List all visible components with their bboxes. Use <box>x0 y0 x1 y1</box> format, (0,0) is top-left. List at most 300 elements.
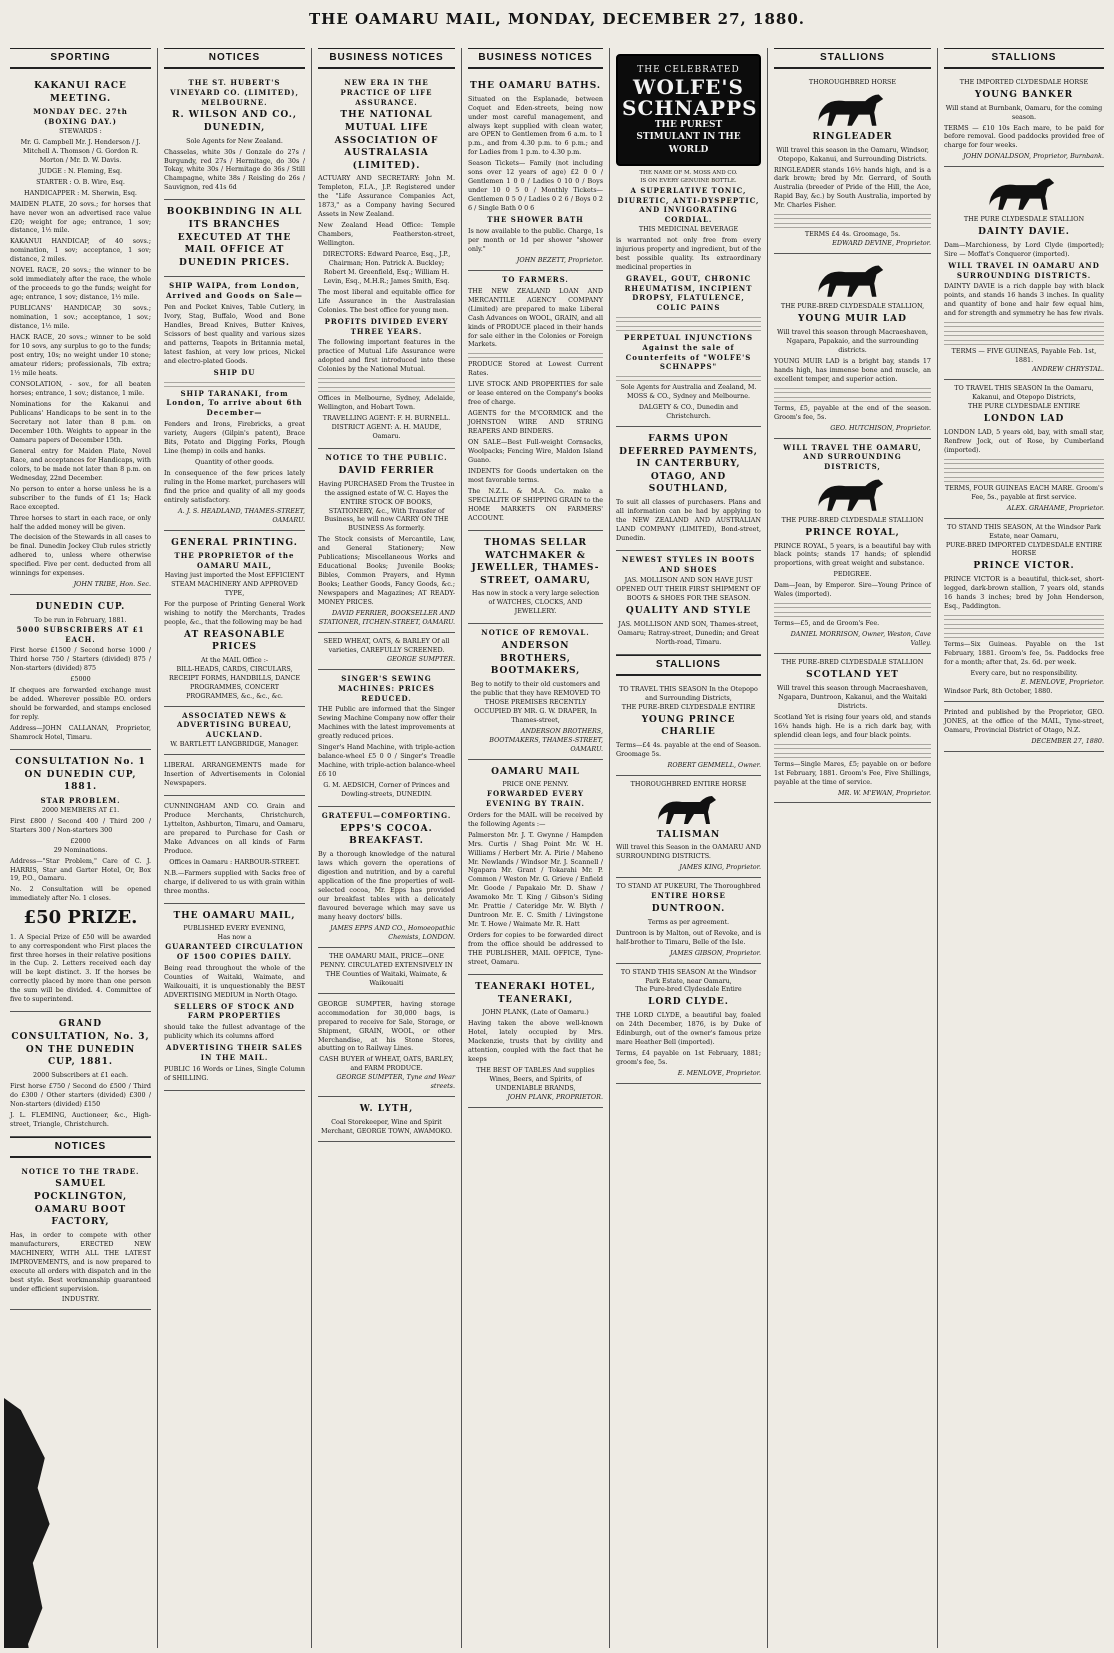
race-rule-2: General entry for Maiden Plate, Novel Race, and acceptances for Handicaps, with colors, to be made not later than 8 p.m. on Wednesday, 22nd December. <box>10 446 151 482</box>
kakanui-race-ad <box>10 74 151 595</box>
fifty-rules: 1. A Special Prize of £50 will be awarded to any correspondent who First places the first three horses in their relative positions in the Cup. 2. Letters received each day will be kept distinct. 3. If the horses be correctly placed by more than one person the sum will be divided. 4. Committee of five to superintend. <box>10 932 151 1004</box>
davie-travel: WILL TRAVEL IN OAMARU AND SURROUNDING DISTRICTS. <box>948 260 1100 280</box>
on-sale: ON SALE—Best Full-weight Cornsacks, Woolpacks; Fencing Wire, Maldon Island Guano. <box>468 438 603 465</box>
columns <box>4 48 1110 1648</box>
wine-list: Chasselas, white 30s / Gonzale do 27s / Burgundy, red 27s / Hermitage, do 30s / Tokay, white 30s / Hermitage do 36s / Still Champagne, white 38s / Reisling do 26s / Sauvignon, red 41s 6d <box>164 147 305 192</box>
industry: INDUSTRY. <box>61 1295 100 1304</box>
wolfe-banner <box>616 54 761 166</box>
ship-du: SHIP DU <box>213 367 256 377</box>
faded-text <box>944 622 1104 629</box>
talisman-signature: JAMES KING, Proprietor. <box>679 863 761 872</box>
fleming-prizes: First horse £750 / Second do £500 / Third do £300 / Other starters (divided) £300 / Non-starters (divided) £150 <box>10 1081 151 1108</box>
cup-total: £5000 <box>70 675 91 684</box>
sumpter-ad <box>318 994 455 1098</box>
cup-members: 5000 SUBSCRIBERS AT £1 EACH. <box>16 624 145 644</box>
race-signature: JOHN TRIBE, Hon. Sec. <box>73 580 151 589</box>
victor-signature: E. MENLOVE, Proprietor. <box>1020 677 1104 686</box>
race-maiden: MAIDEN PLATE, 20 sovs.; for horses that have never won an advertised race value £20; weight for age; entrance, 1 sov; distance, 1½ mile. <box>10 199 151 235</box>
public-rates: PUBLIC 16 Words or Lines, Single Column of SHILLING. <box>164 1064 305 1082</box>
imported-machinery: Having just imported the Most EFFICIENT STEAM MACHINERY AND APPROVED TYPE, <box>164 570 305 597</box>
sellar-ad <box>468 531 603 624</box>
faded-text <box>944 338 1104 345</box>
aedsich: G. M. AEDSICH, Corner of Princes and Dowling-streets, DUNEDIN. <box>323 781 450 799</box>
imprint <box>944 702 1104 752</box>
styles-title: NEWEST STYLES IN BOOTS AND SHOES <box>621 554 756 574</box>
liberal-ad <box>164 755 305 796</box>
lad-body: LONDON LAD, 5 years old, bay, with small star, Renfrew Jock, out of Rose, by Cumberland (imported). <box>944 427 1104 454</box>
race-date: MONDAY DEC. 27th (BOXING DAY.) <box>33 107 128 126</box>
ferrier-title: DAVID FERRIER <box>338 466 435 476</box>
stewards-label: STEWARDS : <box>59 126 102 135</box>
duntroon-signature: JAMES GIBSON, Proprietor. <box>670 948 761 957</box>
orders-note: Orders for copies to be forwarded direct from the office should be addressed to THE PUBLISHER, MAIL OFFICE, Tyne-street, Oamaru. <box>468 931 603 967</box>
column-sporting <box>4 48 158 1648</box>
seed-ad <box>318 633 455 670</box>
farms-ad <box>616 427 761 551</box>
cup-prizes: First horse £1500 / Second horse 1000 / Third horse 750 / Starters (divided) 875 / Non-starters (divided) 875 <box>10 646 151 673</box>
taranaki-body: Fenders and Irons, Firebricks, a great variety, Augers (Gilpin's patent), Brace Bits, Potato and Digging Forks, Plough Line (hemp) in coils and hanks. <box>164 419 305 455</box>
column-notices <box>158 48 312 1648</box>
sellar-body: Has now in stock a very large selection of WATCHES, CLOCKS, AND JEWELLERY. <box>471 589 600 616</box>
race-handicap: KAKANUI HANDICAP, of 40 sovs.; nomination, 1 sov; acceptance, 1 sov; distance, 2 miles. <box>10 237 151 264</box>
boots-ad <box>616 551 761 655</box>
judge: JUDGE : N. Fleming, Esq. <box>38 166 122 175</box>
fifty-note: No. 2 Consultation will be opened immediately after No. 1 closes. <box>10 885 151 903</box>
scotland-yet-ad <box>774 654 931 803</box>
mail-every: PUBLISHED EVERY EVENING, <box>183 924 286 933</box>
low-prices: In consequence of the few prices lately ruling in the Home market, purchasers will find the price and quality of all my goods entirely satisfactory. <box>164 468 305 504</box>
cunningham-ad <box>164 796 305 904</box>
faded-text <box>944 475 1104 482</box>
assurance-offices: Offices in Melbourne, Sydney, Adelaide, Wellington, and Hobart Town. <box>318 394 455 412</box>
faded-text <box>774 395 931 402</box>
epps-title: EPPS'S COCOA. BREAKFAST. <box>340 823 433 847</box>
muir-name: YOUNG MUIR LAD <box>798 314 907 325</box>
muir-terms: Terms, £5, payable at the end of the season. Groom's fee, 5s. <box>774 403 931 421</box>
masthead: THE OAMARU MAIL, MONDAY, DECEMBER 27, 1880. <box>309 10 805 28</box>
ringleader-name: RINGLEADER <box>812 131 893 142</box>
muir-desc: YOUNG MUIR LAD is a bright bay, stands 17 hands high, has immense bone and muscle, an excellent temper, and superior action. <box>774 356 931 383</box>
lyth-body: Coal Storekeeper, Wine and Spirit Merchant, GEORGE TOWN, AWAMOKO. <box>320 1117 453 1135</box>
teaneraki-ad <box>468 975 603 1108</box>
taranaki-title: SHIP TARANAKI, from London, To arrive about 6th December— <box>166 388 303 418</box>
davie-terms: TERMS — FIVE GUINEAS, Payable Feb. 1st, 1881. <box>951 347 1097 365</box>
duntroon-terms: Terms as per agreement. <box>647 917 730 926</box>
oamaru-mail-price: PRICE ONE PENNY. <box>502 780 569 789</box>
clyde-stand: TO STAND THIS SEASON At the Windsor Park Estate, near Oamaru, <box>620 967 757 985</box>
race-publicans: PUBLICANS' HANDICAP, 30 sovs.; nomination, 1 sov.; acceptance, 1 sov.; distance, 1½ mile. <box>10 304 151 331</box>
race-hack: HACK RACE, 20 sovs.; winner to be sold for 10 sovs, any surplus to go to the funds; post entry, 10s; no weight under 10 stone; amateur riders; professionals, 7lb extra; 1½ mile heats. <box>10 333 151 377</box>
davie-name: DAINTY DAVIE. <box>978 227 1070 238</box>
royal-pedigree-label: PEDIGREE. <box>833 570 872 579</box>
column-header-stallions-1: STALLIONS <box>774 48 931 69</box>
epps-ad <box>318 807 455 948</box>
quantity: Quantity of other goods. <box>195 457 274 466</box>
clyde-sub: The Pure-bred Clydesdale Entire <box>635 985 742 994</box>
young-banker-ad <box>944 74 1104 167</box>
national-title: THE NATIONAL MUTUAL LIFE ASSOCIATION OF AUSTRALASIA (LIMITED). <box>334 110 439 171</box>
grateful: GRATEFUL—COMFORTING. <box>321 811 452 821</box>
anderson-signature: ANDERSON BROTHERS, BOOTMAKERS, THAMES-STREET, OAMARU. <box>489 726 603 753</box>
davie-head: THE PURE CLYDESDALE STALLION <box>963 215 1085 224</box>
star-prizes: First £800 / Second 400 / Third 200 / Starters 300 / Non-starters 300 <box>10 816 151 834</box>
fleming-title: GRAND CONSULTATION, No. 3, ON THE DUNEDIN CUP, 1881. <box>11 1019 150 1068</box>
lord-clyde-ad <box>616 964 761 1084</box>
cunningham-nb: N.B.—Farmers supplied with Sacks free of charge, if delivered to us with grain within three months. <box>164 868 305 895</box>
column-header-notices-lower: NOTICES <box>10 1137 151 1158</box>
royal-pedigree: Dam—Jean, by Emperor. Sire—Young Prince of Wales (imported). <box>774 581 931 599</box>
epps-body: By a thorough knowledge of the natural laws which govern the operations of digestion and nutrition, and by a careful application of the fine properties of well-selected cocoa, Mr. Epps has provided our breakfast tables with a delicately flavoured beverage which may save us many heavy doctors' bills. <box>318 850 455 921</box>
lad-name: LONDON LAD <box>983 414 1065 425</box>
at-office: At the MAIL Office :- <box>200 655 269 664</box>
sumpter-signature-1: GEORGE SUMPTER. <box>386 655 455 664</box>
fleming-members: 2000 Subscribers at £1 each. <box>33 1070 128 1079</box>
singer-title: SINGER'S SEWING MACHINES: PRICES REDUCED. <box>338 674 435 703</box>
talisman-ad <box>616 776 761 878</box>
indents: INDENTS for Goods undertaken on the most favorable terms. <box>468 467 603 485</box>
ferrier-body: Having PURCHASED From the Trustee in the assigned estate of W. C. Hayes the ENTIRE STOCK OF BOOKS, STATIONERY, &c., With Transfer of Business, he will now CARRY ON THE BUSINESS As formerly. <box>318 479 455 533</box>
epps-signature: JAMES EPPS AND CO., Homoeopathic Chemists, LONDON. <box>330 923 455 941</box>
pukeuri: TO STAND AT PUKEURI, The Thoroughbred <box>616 882 761 891</box>
faded-text <box>944 329 1104 336</box>
bureau-title: ASSOCIATED NEWS & ADVERTISING BUREAU, AUCKLAND. <box>177 710 292 740</box>
column-business-1 <box>312 48 462 1648</box>
baths-body: Situated on the Esplanade, between Coquet and Eden-streets, being now under most careful management, and always kept supplied with clean water, are OPEN to Gentlemen from 6 a.m. to 1 p.m., and from 4.30 p.m. to 6 p.m.; and for Ladies from 1 p.m. to 4.30 p.m. <box>468 94 603 157</box>
faded-text <box>774 751 931 758</box>
moss-agents: Sole Agents for Australia and Zealand, M. MOSS & CO., Sydney and Melbourne. <box>620 383 757 401</box>
race-rule-4: Three horses to start in each race, or only half the added money will be given. <box>10 513 151 531</box>
royal-terms: Terms—£5, and de Groom's Fee. <box>774 619 880 628</box>
star-title: STAR PROBLEM. <box>40 795 121 805</box>
scotland-desc: Scotland Yet is rising four years old, and stands 16¼ hands high. He is a rich dark bay, with splendid clean legs, and four black points. <box>774 712 931 739</box>
farms-title: FARMS UPON DEFERRED PAYMENTS, IN CANTERBURY, OTAGO, AND SOUTHLAND, <box>619 434 758 495</box>
mail-price-text: THE OAMARU MAIL, PRICE—ONE PENNY. CIRCULATED EXTENSIVELY IN THE Counties of Waitaki, Waimate, & Waikouaiti <box>320 951 453 987</box>
ringleader-body: Will travel this season in the Oamaru, Windsor, Otepopo, Kakanui, and Surrounding Districts. <box>776 145 929 163</box>
charlie-ad <box>616 681 761 776</box>
anderson-body: Beg to notify to their old customers and the public that they have REMOVED TO THOSE PREMISES RECENTLY OCCUPIED BY MR. G. W. DRAPER, In Thames-street, <box>470 679 601 724</box>
star-noms: 29 Nominations. <box>53 845 108 854</box>
mail-read: Being read throughout the whole of the Counties of Waitaki, Waimate, and Waikouaiti, it is unquestionably the BEST ADVERTISING MEDIUM in North Otago. <box>164 963 305 999</box>
faded-text <box>468 351 603 358</box>
bookbinding-title: BOOKBINDING IN ALL ITS BRANCHES EXECUTED AT THE MAIL OFFICE AT DUNEDIN PRICES. <box>166 207 303 268</box>
horse-icon <box>654 792 724 826</box>
new-era: NEW ERA IN THE PRACTICE OF LIFE ASSURANCE. <box>340 78 433 107</box>
faded-text <box>774 212 931 219</box>
live-stock: LIVE STOCK AND PROPERTIES for sale or lease entered on the Company's books free of charge. <box>468 380 603 407</box>
pocklington-body: Has, in order to compete with other manufacturers, ERECTED NEW MACHINERY, WITH ALL THE LATEST IMPROVEMENTS, and is now prepared to execute all orders with dispatch and in the best style. Best workmanship guaranteed under efficient supervision. <box>10 1230 151 1293</box>
cup-run: To be run in February, 1881. <box>34 615 127 624</box>
bill-heads: BILL-HEADS, CARDS, CIRCULARS, RECEIPT FORMS, HANDBILLS, DANCE PROGRAMMES, CONCERT PROGRAMMES, &c., &c., &c. <box>168 664 301 700</box>
column-header-stallions-middle: STALLIONS <box>616 655 761 676</box>
seed-text: SEED WHEAT, OATS, & BARLEY Of all varieties, CAREFULLY SCREENED. <box>323 637 450 655</box>
victor-stand: TO STAND THIS SEASON, At the Windsor Park Estate, near Oamaru, <box>947 522 1101 540</box>
cunningham-text: CUNNINGHAM AND CO. Grain and Produce Merchants, Christchurch, Lyttelton, Ashburton, Timaru, and Oamaru, are prepared to Purchase for Cash or Make Advances on all kinds of Farm Produce. <box>164 801 305 855</box>
duntroon-name: DUNTROON. <box>651 904 726 915</box>
best-tables: THE BEST OF TABLES And supplies Wines, Beers, and Spirits, of UNDENIABLE BRANDS, <box>476 1066 595 1093</box>
printing-ad <box>164 531 305 707</box>
news-bureau-ad <box>164 707 305 755</box>
travel-title: WILL TRAVEL THE OAMARU, AND SURROUNDING DISTRICTS, <box>783 442 922 472</box>
clyde-terms: Terms, £4 payable on 1st February, 1881; groom's fee, 5s. <box>616 1048 761 1066</box>
plank-body: Having taken the above well-known Hotel, lately occupied by Mrs. Mackenzie, trusts that by civility and attention, coupled with the fact that he keeps <box>468 1019 603 1064</box>
victor-terms: Terms—Six Guineas. Payable on the 1st February, 1881. Groom's fee, 5s. Paddocks free for a month; after that, 2s. 6d. per week. <box>944 639 1104 666</box>
pocklington-title: SAMUEL POCKLINGTON, OAMARU BOOT FACTORY, <box>33 1179 128 1228</box>
baths-title: THE OAMARU BATHS. <box>469 81 602 91</box>
wolfe-ad <box>616 48 761 427</box>
waipa-body: Pen and Pocket Knives, Table Cutlery, in Ivory, Stag, Buffalo, Wood and Bone Handles, Bread Knives, Butter Knives, Scissors of best quality and various sizes and patterns, Teapots in Britannia metal, latest fashion, at very low prices, Nickel and electro-plated Goods. <box>164 302 305 365</box>
faded-text <box>944 631 1104 638</box>
tonic: A SUPERLATIVE TONIC, DIURETIC, ANTI-DYSPEPTIC, AND INVIGORATING CORDIAL. <box>617 185 760 225</box>
fifty-prize: £50 PRIZE. <box>23 907 138 929</box>
race-consolation: CONSOLATION, - sov., for all beaten horses; entrance, 1 sov.; distance, 1 mile. <box>10 379 151 397</box>
guaranteed: GUARANTEED CIRCULATION OF 1500 COPIES DAILY. <box>165 942 304 961</box>
bezett-signature: JOHN BEZETT, Proprietor. <box>516 255 603 264</box>
nz-loan-body: THE NEW ZEALAND LOAN AND MERCANTILE AGENCY COMPANY (Limited) are prepared to make Liberal Cash Advances on WOOL, GRAIN, and all kinds of PRODUCE placed in their hands for sale either in the Colonies or Foreign Markets. <box>468 286 603 349</box>
gravel: GRAVEL, GOUT, CHRONIC RHEUMATISM, INCIPIENT DROPSY, FLATULENCE, COLIC PAINS <box>624 273 753 313</box>
prince-royal-ad <box>774 439 931 655</box>
starter: STARTER : O. B. Wire, Esq. <box>36 177 125 186</box>
race-rule-1: Nominations for the Kakanui and Publicans' Handicaps to be sent in to the Secretary not later than 8 p.m. on December 10th. Weights to appear in the Oamaru papers of December 15th. <box>10 399 151 444</box>
charlie-signature: ROBERT GEMMELL, Owner. <box>667 760 761 769</box>
column-stallions-2 <box>938 48 1110 1648</box>
liberal-text: LIBERAL ARRANGEMENTS made for Insertion of Advertisements in Colonial Newspapers. <box>164 760 305 787</box>
removal-ad <box>468 624 603 759</box>
proprietor: THE PROPRIETOR of the OAMARU MAIL, <box>174 551 295 570</box>
faded-text <box>944 320 1104 327</box>
faded-text <box>318 376 455 383</box>
consult-title: CONSULTATION No. 1 ON DUNEDIN CUP, 1881. <box>15 757 146 793</box>
removal-title: NOTICE OF REMOVAL. <box>481 628 590 638</box>
banker-signature: JOHN DONALDSON, Proprietor, Burnbank. <box>963 152 1104 161</box>
trade-notice-ad <box>10 1163 151 1311</box>
singer-body: THE Public are informed that the Singer Sewing Machine Company now offer their Machines with the latest improvements at greatly reduced prices. <box>318 705 455 741</box>
printing-purpose: For the purpose of Printing General Work wishing to notify the Merchants, Trades people, &c., that the following may be had <box>164 599 305 626</box>
med-body: is warranted not only free from every injurious property and ingredient, but of the best possible quality. Its extraordinary medicinal properties in <box>616 235 761 271</box>
sellar-title: THOMAS SELLAR WATCHMAKER & JEWELLER, THAMES-STREET, OAMARU, <box>471 537 600 586</box>
baths-ad <box>468 74 603 271</box>
royal-signature: DANIEL MORRISON, Owner, Weston, Cave Valley. <box>790 630 931 648</box>
faded-text <box>774 601 931 608</box>
duntroon-body: Duntroon is by Malton, out of Revoke, and is half-brother to Timaru, Belle of the Isle. <box>616 928 761 946</box>
cup-address: Address—JOHN CALLANAN, Proprietor, Shamrock Hotel, Timaru. <box>10 724 151 742</box>
lad-travel: TO TRAVEL THIS SEASON In the Oamaru, Kakanui, and Otepopo Districts, <box>954 384 1094 402</box>
horse-icon <box>813 475 893 513</box>
horse-icon <box>813 261 893 299</box>
hubert-title: THE ST. HUBERT'S VINEYARD CO. (LIMITED), MELBOURNE. <box>170 78 299 107</box>
plank-signature: JOHN PLANK, PROPRIETOR. <box>507 1093 603 1102</box>
royal-body: PRINCE ROYAL, 5 years, is a beautiful bay with black points; stands 17 hands; of splendid proportions, with great weight and substance. <box>774 541 931 568</box>
singer-list: Singer's Hand Machine, with triple-action balance-wheel £5 0 0 / Singer's Treadle Machine, with triple-action balance-wheel £6 10 <box>318 743 455 779</box>
wolfe-schnapps: WOLFE'S SCHNAPPS <box>622 74 758 120</box>
mollison-signature: JAS. MOLLISON AND SON, Thames-street, Oamaru; Ratray-street, Dunedin; and Great North-road, Timaru. <box>617 619 760 646</box>
oamaru-mail-ad <box>468 760 603 976</box>
london-lad-ad <box>944 380 1104 518</box>
agents-list: Palmerston Mr. J. T. Gwynne / Hampden Mrs. Curtis / Shag Point Mr. W. H. Williams / Herbert Mr. A. Pirie / Maheno Mr. Newlands / Windsor Mr. J. Scannell / Ngapara Mr. Grant / Tokarahi Mr. P. Common / Weston Mr. G. Grieve / Enfield Mr. Goode / Papakaio Mr. D. Shaw / Awamoko Mr. T. King / Gibson's Siding Mr. Prattie / Cateridge Mr. W. Blyth / Duntroon Mr. E. C. Smith / Livingstone Mr. T. Howe / Waimate Mr. R. Hatt <box>468 830 603 929</box>
agents: AGENTS for the M'CORMICK and the JOHNSTON WIRE AND STRING REAPERS AND BINDERS. <box>468 409 603 436</box>
bookbinding-ad <box>164 200 305 277</box>
reasonable-prices: AT REASONABLE PRICES <box>184 629 285 653</box>
banker-name: YOUNG BANKER <box>974 89 1074 100</box>
ferrier-stock: The Stock consists of Mercantile, Law, and General Stationery; New Publications; Miscellaneous Works and Educational Books; Juvenile Books; Bibles, Common Prayers, and Hymn Books; Leather Goods, Fancy Goods, &c.; Newspapers and Magazines; AT READY-MONEY PRICES. <box>318 535 455 607</box>
mail-circulation-ad <box>164 904 305 1091</box>
lad-terms: TERMS, FOUR GUINEAS EACH MARE. Groom's Fee, 5s., payable at first service. <box>944 483 1104 501</box>
bureau-manager: W. BARTLETT LANGBRIDGE, Manager. <box>170 740 299 748</box>
victor-head: PURE-BRED IMPORTED CLYDESDALE ENTIRE HORSE <box>945 540 1103 558</box>
race-title: KAKANUI RACE MEETING. <box>34 81 127 104</box>
scotland-name: SCOTLAND YET <box>806 670 899 681</box>
ferrier-signature: DAVID FERRIER, BOOKSELLER AND STATIONER, ITCHEN-STREET, OAMARU. <box>318 609 455 627</box>
column-stallions-1 <box>768 48 938 1648</box>
race-rule-5: The decision of the Stewards in all cases to be final. Dunedin Jockey Club rules strictly adhered to, unless where otherwise specified. Five per cent. deducted from all winnings for expenses. <box>10 533 151 578</box>
orders: Orders for the MAIL will be received by the following Agents :— <box>468 810 603 828</box>
farmers-title: TO FARMERS. <box>502 274 569 284</box>
column-header-notices: NOTICES <box>164 48 305 69</box>
column-business-2 <box>462 48 610 1648</box>
medicinal: THIS MEDICINAL BEVERAGE <box>638 224 739 233</box>
mail-price-ad <box>318 948 455 994</box>
faded-text <box>318 385 455 392</box>
ringleader-ad <box>774 74 931 254</box>
ringleader-desc: RINGLEADER stands 16½ hands high, and is a dark brown; bred by Mr. Gerrard, of South Australia (breeder of Pride of the Hill, the Ace, Rapid Bay, &c.) by South Australia, imported by Mr. Charles Fisher. <box>774 165 931 210</box>
perpetual: PERPETUAL INJUNCTIONS Against the sale of Counterfeits of "WOLFE'S SCHNAPPS" <box>624 332 753 372</box>
clyde-name: LORD CLYDE. <box>648 997 729 1008</box>
star-total: £2000 <box>70 836 91 845</box>
banker-terms: TERMS — £10 10s Each mare, to be paid for before removal. Good paddocks provided free of charge for four weeks. <box>944 123 1104 150</box>
muir-lad-ad <box>774 254 931 438</box>
sellers-body: should take the fullest advantage of the publicity which its columns afford <box>164 1023 305 1041</box>
shower-body: Is now available to the public. Charge, 1s per month or 1d per shower "shower only." <box>468 226 603 253</box>
baths-season: Season Tickets— Family (not including sons over 12 years of age) £2 0 0 / Gentlemen 1 0 0 / Ladies 0 10 0 / Boys under 10 0 5 0 / Monthly Tickets— Gentlemen 0 5 0 / Ladies 0 2 6 / Boys 0 2 6 / Single Bath 0 0 6 <box>468 159 603 213</box>
lyth-title: W. LYTH, <box>359 1104 414 1115</box>
faded-text <box>164 380 305 387</box>
equitable: The most liberal and equitable office for Life Assurance in the Australasian Colonies. The best office for young men. <box>318 287 455 314</box>
faded-text <box>944 457 1104 464</box>
actuary: ACTUARY AND SECRETARY: John M. Templeton, F.I.A., J.P. Registered under the "Life Assurance Companies Act, 1873," as a Company having Secured Assets in New Zealand. <box>318 174 455 219</box>
wine-ad <box>164 74 305 200</box>
imprint-date: DECEMBER 27, 1880. <box>1031 736 1104 745</box>
charlie-name: YOUNG PRINCE CHARLIE <box>641 714 736 738</box>
scotland-head: THE PURE-BRED CLYDESDALE STALLION <box>781 658 924 667</box>
talisman-body: Will travel this Season in the OAMARU AND SURROUNDING DISTRICTS. <box>616 843 761 861</box>
victor-name: PRINCE VICTOR. <box>973 561 1075 572</box>
race-novel: NOVEL RACE, 20 sovs.; the winner to be sold immediately after the race, the whole of the proceeds to go the funds; weight for age; entrance, 1 sov; distance, 1½ mile. <box>10 266 151 302</box>
faded-text <box>774 610 931 617</box>
column-header-sporting: SPORTING <box>10 48 151 69</box>
charlie-sub: THE PURE-BRED CLYDESDALE ENTIRE <box>621 702 756 711</box>
sumpter-signature-2: GEORGE SUMPTER, Tyne and Wear streets. <box>336 1073 455 1091</box>
directors: DIRECTORS: Edward Pearce, Esq., J.P., Chairman; Hon. Patrick A. Buckley; Robert M. Greenfield, Esq.; William H. Levin, Esq., M.H.R.; James Smith, Esq. <box>322 250 451 286</box>
victor-place: Windsor Park, 8th October, 1880. <box>944 686 1053 695</box>
star-address: Address—"Star Problem," Care of C. J. HARRIS, Star and Garter Hotel, Or, Box 19, P.O., Oamaru. <box>10 856 151 883</box>
cup-title: DUNEDIN CUP. <box>35 602 126 613</box>
wolfe-side-right: IS ON EVERY GENUINE BOTTLE. <box>640 178 737 185</box>
lyth-ad <box>318 1097 455 1142</box>
public-notice-title: NOTICE TO THE PUBLIC. <box>325 453 448 463</box>
scotland-terms: Terms—Single Mares, £5; payable on or before 1st February, 1881. Groom's Fee, Five Shillings, payable at the time of service. <box>774 759 931 786</box>
fleming-ad <box>10 1012 151 1136</box>
prince-victor-ad <box>944 519 1104 702</box>
dainty-davie-ad <box>944 167 1104 380</box>
davie-signature: ANDREW CHRYSTAL. <box>1032 365 1104 374</box>
wilson-sub: Sole Agents for New Zealand. <box>186 136 283 145</box>
charlie-terms: Terms—£4 4s. payable at the end of Season. Groomage 5s. <box>616 740 761 758</box>
quality-style: QUALITY AND STYLE <box>625 606 752 617</box>
sumpter-storage: GEORGE SUMPTER, having storage accommodation for 30,000 bags, is prepared to receive for Sale, Storage, or Shipment, GRAIN, WOOL, or other Merchandise, at his Stone Stores, abutting on to Railway Lines. <box>318 999 455 1053</box>
ringleader-terms: TERMS £4 4s. Groomage, 5s. <box>804 230 901 239</box>
faded-text <box>944 613 1104 620</box>
head-office: New Zealand Head Office: Temple Chambers, Featherston-street, Wellington. <box>318 221 455 248</box>
sellers: SELLERS OF STOCK AND FARM PROPERTIES <box>174 1001 295 1021</box>
farms-body: To suit all classes of purchasers. Plans and all information can be had by applying to the NEW ZEALAND AND AUSTRALIAN LAND COMPANY (LIMITED), Bond-street, Dunedin. <box>616 498 761 542</box>
consultation-ad <box>10 750 151 1012</box>
banker-head: THE IMPORTED CLYDESDALE HORSE <box>959 78 1089 86</box>
wolfe-celebrated: THE CELEBRATED <box>637 65 740 75</box>
mail-has: Has now a <box>217 933 252 942</box>
profits: PROFITS DIVIDED EVERY THREE YEARS. <box>324 316 449 336</box>
wolfe-purest: THE PUREST STIMULANT IN THE WORLD <box>636 119 741 155</box>
waipa-ad <box>164 277 305 530</box>
horse-icon <box>813 90 893 128</box>
muir-signature: GEO. HUTCHISON, Proprietor. <box>830 423 931 432</box>
charlie-travel: TO TRAVEL THIS SEASON In the Otepopo and Surrounding Districts, <box>619 684 758 702</box>
features: The following important features in the practice of Mutual Life Assurance were adopted and first introduced into these Colonies by the National Mutual. <box>318 338 455 374</box>
race-rule-3: No person to enter a horse unless he is a subscriber to the funds of £1 1s; Hack Race excepted. <box>10 484 151 511</box>
talisman-head: THOROUGHBRED ENTIRE HORSE <box>630 779 747 788</box>
ringleader-signature: EDWARD DEVINE, Proprietor. <box>832 239 931 248</box>
column-middle <box>610 48 768 1648</box>
faded-text <box>944 466 1104 473</box>
headland-signature: A. J. S. HEADLAND, THAMES-STREET, OAMARU. <box>178 506 305 524</box>
muir-head: THE PURE-BRED CLYDESDALE STALLION, <box>780 302 925 311</box>
star-members: 2000 MEMBERS AT £1. <box>41 805 120 814</box>
oamaru-mail-title: OAMARU MAIL <box>491 766 580 777</box>
duntroon-ad <box>616 878 761 963</box>
cup-note: If cheques are forwarded exchange must be added. Wherever possible P.O. orders should be forwarded, and stamps enclosed for reply. <box>10 686 151 722</box>
royal-name: PRINCE ROYAL, <box>805 527 900 538</box>
davie-pedigree: Dam—Marchioness, by Lord Clyde (imported); Sire — Moffat's Conqueror (imported). <box>944 240 1104 258</box>
lad-head: THE PURE CLYDESDALE ENTIRE <box>968 402 1080 411</box>
shower-title: THE SHOWER BATH <box>487 215 584 225</box>
anderson-title: ANDERSON BROTHERS, BOOTMAKERS, <box>490 640 581 677</box>
nz-loan-ad <box>468 271 603 531</box>
victor-care: Every care, but no responsibility. <box>970 668 1078 677</box>
column-header-stallions-2: STALLIONS <box>944 48 1104 69</box>
ferrier-ad <box>318 449 455 633</box>
scotland-signature: MR. W. M'EWAN, Proprietor. <box>838 788 931 797</box>
victor-body: PRINCE VICTOR is a beautiful, thick-set, short-legged, dark-brown stallion, 7 years old, stands 16 hands 3 inches; bred by John Henderson, Esq., Paddington. <box>944 575 1104 610</box>
fleming-signature: J. L. FLEMING, Auctioneer, &c., High-street, Triangle, Christchurch. <box>10 1110 151 1128</box>
imprint-text: Printed and published by the Proprietor, GEO. JONES, at the office of the MAIL, Tyne-street, Oamaru, Provincial District of Otago, N.Z. <box>944 707 1104 734</box>
stewards: Mr. G. Campbell Mr. J. Henderson / J. Mitchell A. Thomson / G. Gordon R. Morton / Mr. D. W. Davis. <box>20 137 141 164</box>
produce: PRODUCE Stored at Lowest Current Rates. <box>468 360 603 378</box>
faded-text <box>616 324 761 331</box>
mollison: JAS. MOLLISON AND SON HAVE JUST OPENED OUT THEIR FIRST SHIPMENT OF BOOTS & SHOES FOR THE SEASON. <box>616 576 761 603</box>
banker-body: Will stand at Burnbank, Oamaru, for the coming season. <box>945 103 1103 121</box>
lad-signature: ALEX. GRAHAME, Proprietor. <box>1006 503 1104 512</box>
column-header-business-2: BUSINESS NOTICES <box>468 48 603 69</box>
singer-ad <box>318 670 455 807</box>
plank-name: JOHN PLANK, (Late of Oamaru.) <box>482 1008 589 1017</box>
waipa-title: SHIP WAIPA, from London, Arrived and Goods on Sale— <box>166 281 303 301</box>
ringleader-head: THOROUGHBRED HORSE <box>808 78 897 86</box>
dunedin-cup-ad <box>10 595 151 750</box>
clyde-signature: E. MENLOVE, Proprietor. <box>677 1068 761 1077</box>
advertising-sales: ADVERTISING THEIR SALES IN THE MAIL. <box>166 1043 303 1062</box>
wilson-title: R. WILSON AND CO., DUNEDIN, <box>172 110 297 133</box>
cunningham-offices: Offices in Oamaru : HARBOUR-STREET. <box>169 857 300 866</box>
dalgety: DALGETY & CO., Dunedin and Christchurch. <box>638 403 739 421</box>
cash-buyer: CASH BUYER of WHEAT, OATS, BARLEY, and FARM PRODUCE. <box>319 1055 454 1073</box>
